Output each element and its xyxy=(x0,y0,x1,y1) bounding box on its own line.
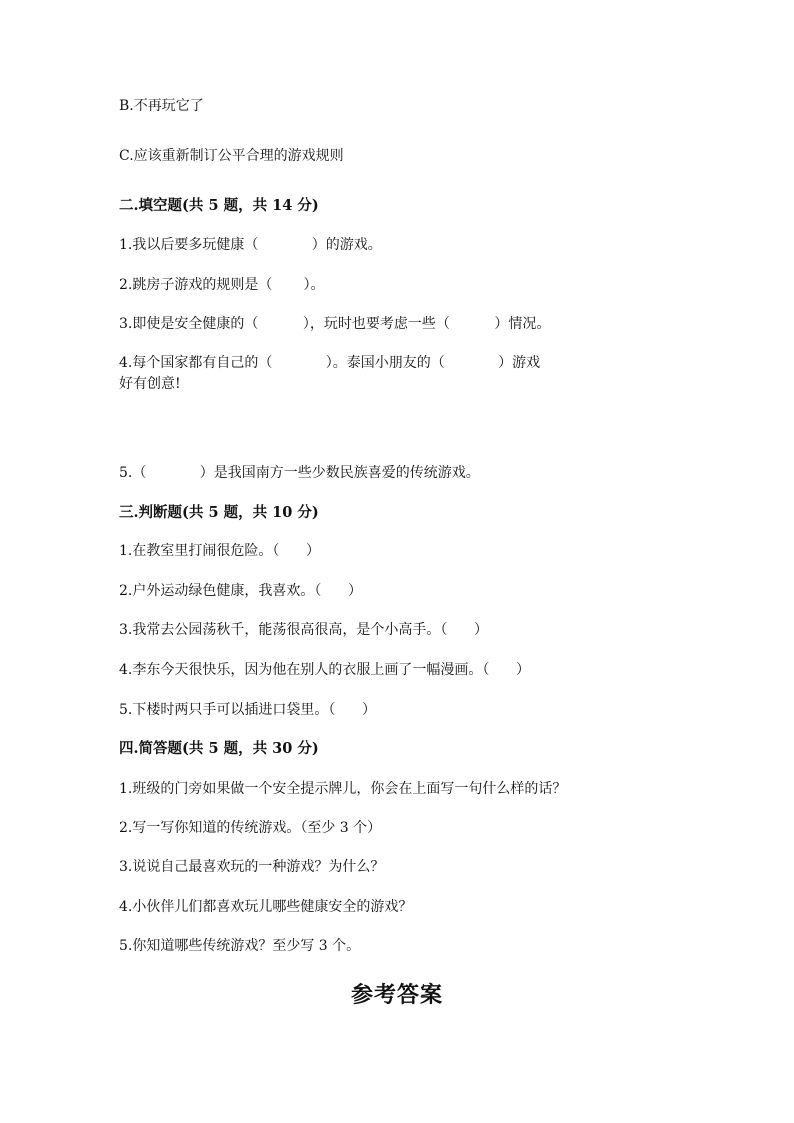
short-answer-q5: 5.你知道哪些传统游戏？至少写 3 个。 xyxy=(119,938,361,954)
true-false-q3: 3.我常去公园荡秋千，能荡很高很高，是个小高手。（ ） xyxy=(119,622,489,638)
section-fill-blank-heading: 二.填空题(共 5 题，共 14 分) xyxy=(119,197,319,214)
short-answer-q2: 2.写一写你知道的传统游戏。（至少 3 个） xyxy=(119,820,382,836)
true-false-q2: 2.户外运动绿色健康，我喜欢。（ ） xyxy=(119,583,363,599)
fill-blank-q2: 2.跳房子游戏的规则是（ ）。 xyxy=(119,277,325,293)
fill-blank-q4-line1: 4.每个国家都有自己的（ ）。泰国小朋友的（ ）游戏 xyxy=(119,355,541,371)
answers-title: 参考答案 xyxy=(350,982,443,1008)
true-false-q4: 4.李东今天很快乐，因为他在别人的衣服上画了一幅漫画。（ ） xyxy=(119,662,531,678)
true-false-q1: 1.在教室里打闹很危险。（ ） xyxy=(119,543,321,559)
fill-blank-q4-line2: 好有创意! xyxy=(119,376,181,392)
option-c: C.应该重新制订公平合理的游戏规则 xyxy=(119,148,344,164)
short-answer-q4: 4.小伙伴儿们都喜欢玩儿哪些健康安全的游戏？ xyxy=(119,899,413,915)
fill-blank-q1: 1.我以后要多玩健康（ ）的游戏。 xyxy=(119,237,382,253)
short-answer-q3: 3.说说自己最喜欢玩的一种游戏？为什么？ xyxy=(119,859,385,875)
true-false-q5: 5.下楼时两只手可以插进口袋里。（ ） xyxy=(119,702,377,718)
short-answer-q1: 1.班级的门旁如果做一个安全提示牌儿，你会在上面写一句什么样的话？ xyxy=(119,781,567,797)
option-b: B.不再玩它了 xyxy=(119,98,204,114)
fill-blank-q5: 5.（ ）是我国南方一些少数民族喜爱的传统游戏。 xyxy=(119,465,480,481)
section-true-false-heading: 三.判断题(共 5 题，共 10 分) xyxy=(119,504,319,521)
fill-blank-q3: 3.即使是安全健康的（ ），玩时也要考虑一些（ ）情况。 xyxy=(119,316,551,332)
section-short-answer-heading: 四.简答题(共 5 题，共 30 分) xyxy=(119,740,319,757)
